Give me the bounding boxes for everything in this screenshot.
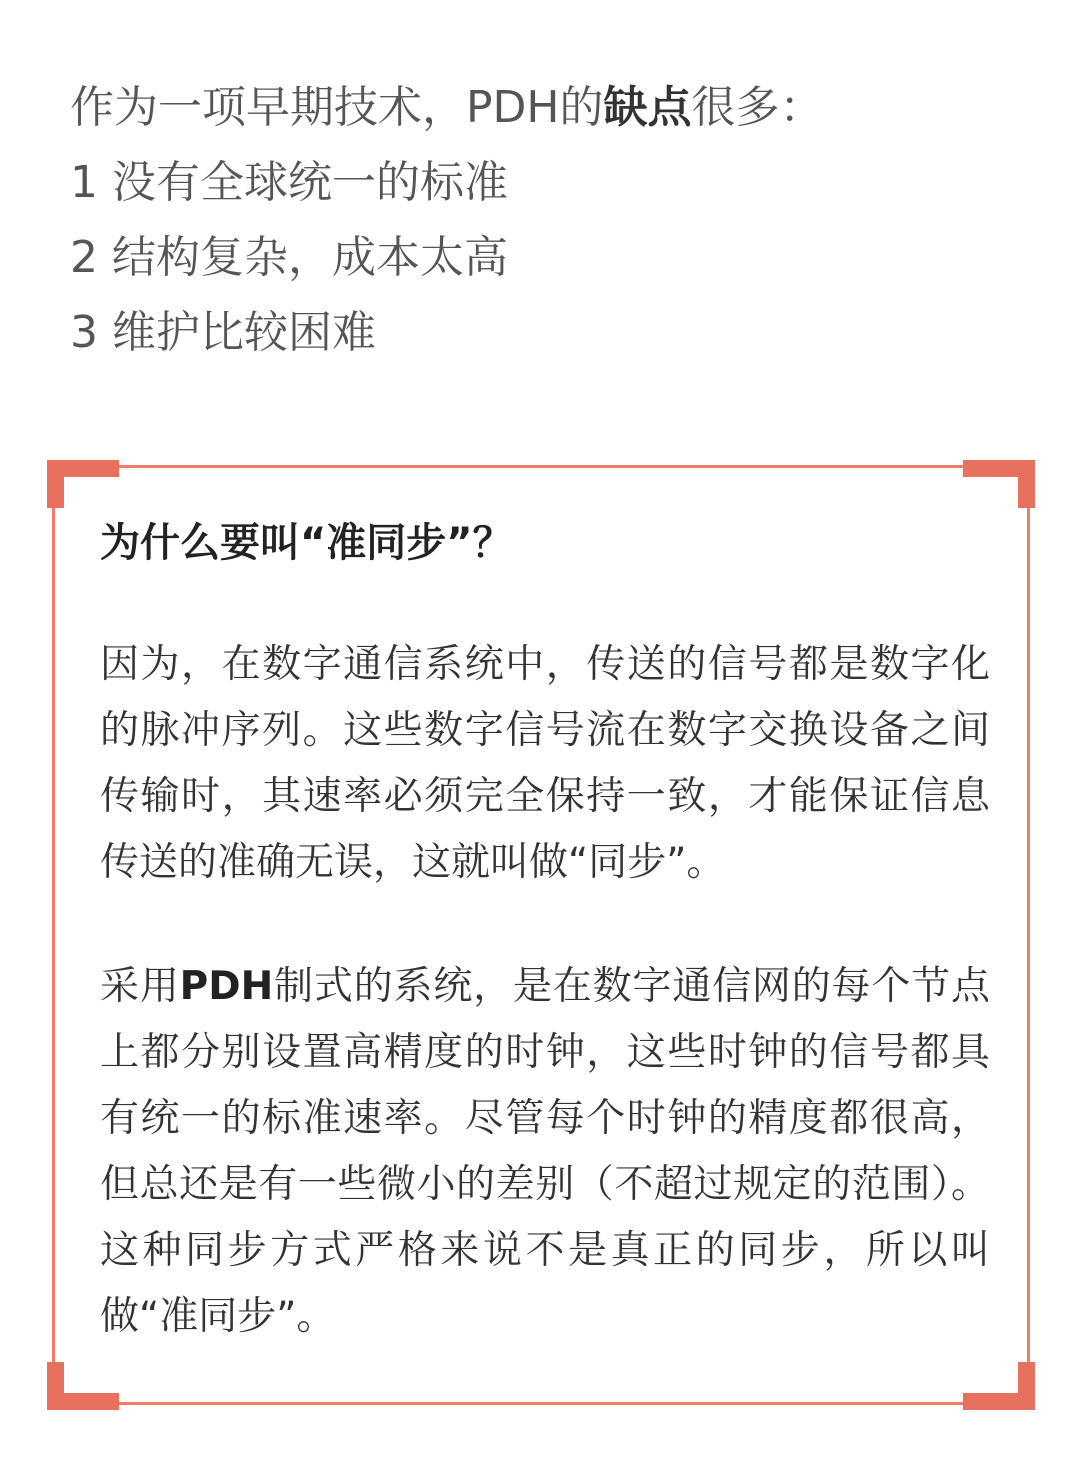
list-item: 1 没有全球统一的标准 bbox=[70, 157, 508, 208]
paragraph-bold: PDH bbox=[179, 964, 274, 1009]
corner-decoration bbox=[1018, 1362, 1035, 1410]
corner-decoration bbox=[47, 460, 64, 508]
callout-title: 为什么要叫“准同步”？ bbox=[100, 520, 513, 566]
list-item: 3 维护比较困难 bbox=[70, 307, 376, 358]
paragraph-text: 制式的系统，是在数字通信网的每个节点上都分别设置高精度的时钟，这些时钟的信号都具有统一的标准速率。尽管每个时钟的精度都很高，但总还是有一些微小的差别（不超过规定的范围）。这种同步方式严格来说不是真正的同步，所以叫做“准同步”。 bbox=[100, 964, 990, 1339]
intro-lead-end: 很多： bbox=[691, 82, 824, 133]
corner-decoration bbox=[47, 1362, 64, 1410]
callout-paragraph bbox=[100, 954, 990, 1350]
intro-section bbox=[70, 70, 1030, 370]
intro-lead-bold: 缺点 bbox=[603, 82, 692, 133]
list-item: 2 结构复杂，成本太高 bbox=[70, 232, 508, 283]
corner-decoration bbox=[1018, 460, 1035, 508]
intro-lead bbox=[70, 70, 1030, 145]
callout-paragraph: 因为，在数字通信系统中，传送的信号都是数字化的脉冲序列。这些数字信号流在数字交换设备之间传输时，其速率必须完全保持一致，才能保证信息传送的准确无误，这就叫做“同步”。 bbox=[100, 642, 990, 885]
paragraph-text: 采用 bbox=[100, 964, 180, 1009]
intro-lead-text: 作为一项早期技术，PDH的 bbox=[70, 82, 604, 133]
callout-box bbox=[52, 465, 1030, 1405]
callout-content bbox=[100, 516, 990, 1408]
